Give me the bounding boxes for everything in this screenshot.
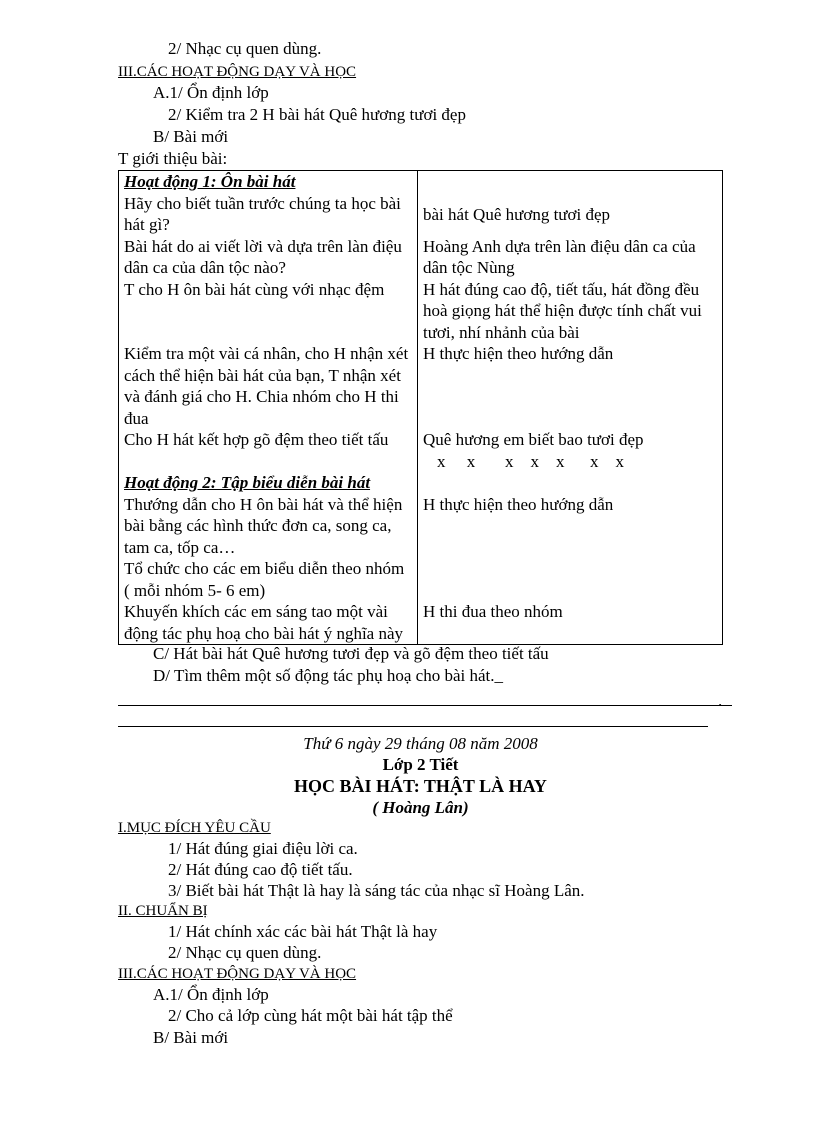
table-row <box>119 236 723 279</box>
step-d: D/ Tìm thêm một số động tác phụ hoạ cho bài hát._ <box>153 666 504 685</box>
section-heading-prep: II. CHUẨN BỊ <box>118 903 208 919</box>
step-a1-2: A.1/ Ổn định lớp <box>153 985 269 1004</box>
purpose-item: 1/ Hát đúng giai điệu lời ca. <box>168 839 358 858</box>
table-row <box>119 343 723 429</box>
song-phrase: Quê hương em biết bao tươi đẹp <box>423 430 644 449</box>
table-cell <box>418 472 723 494</box>
table-cell <box>418 429 723 472</box>
prep-item: 1/ Hát chính xác các bài hát Thật là hay <box>168 922 438 941</box>
section-heading-purpose: I.MỤC ĐÍCH YÊU CẦU <box>118 820 271 836</box>
table-row <box>119 558 723 601</box>
lesson-title: HỌC BÀI HÁT: THẬT LÀ HAY <box>294 776 547 796</box>
activity-1-heading: Hoạt động 1: Ôn bài hát <box>124 172 296 191</box>
intro-line: T giới thiệu bài: <box>118 149 228 168</box>
table-cell: Kiểm tra một vài cá nhân, cho H nhận xét cách thể hiện bài hát của bạn, T nhận xét và đánh giá cho H. Chia nhóm cho H thi đua <box>119 343 418 429</box>
table-cell: Hoàng Anh dựa trên làn điệu dân ca của dân tộc Nùng <box>418 236 723 279</box>
table-cell: H thực hiện theo hướng dẫn <box>418 343 723 429</box>
table-cell: Tổ chức cho các em biểu diễn theo nhóm ( mỗi nhóm 5- 6 em) <box>119 558 418 601</box>
rhythm-marks: x x x x x x x <box>437 451 624 471</box>
table-row <box>119 429 723 472</box>
table-row <box>119 171 723 193</box>
step-b: B/ Bài mới <box>153 127 229 146</box>
section-heading-activities: III.CÁC HOẠT ĐỘNG DẠY VÀ HỌC <box>118 64 357 80</box>
lesson-grade: Lớp 2 Tiết <box>382 755 459 774</box>
purpose-item: 2/ Hát đúng cao độ tiết tấu. <box>168 860 353 879</box>
table-cell <box>418 171 723 193</box>
table-cell: H hát đúng cao độ, tiết tấu, hát đồng đều hoà giọng hát thể hiện được tính chất vui tươi, nhí nhảnh của bài <box>418 279 723 344</box>
table-cell <box>119 171 418 193</box>
table-row <box>119 494 723 559</box>
divider-line <box>118 705 732 706</box>
table-cell: bài hát Quê hương tươi đẹp <box>418 193 723 236</box>
step-c: C/ Hát bài hát Quê hương tươi đẹp và gõ đệm theo tiết tấu <box>153 644 549 663</box>
lesson-date: Thứ 6 ngày 29 tháng 08 năm 2008 <box>303 734 538 753</box>
activity-2-heading: Hoạt động 2: Tập biểu diễn bài hát <box>124 473 371 492</box>
table-cell: Bài hát do ai viết lời và dựa trên làn điệu dân ca của dân tộc nào? <box>119 236 418 279</box>
step-b-2: B/ Bài mới <box>153 1028 229 1047</box>
step-a2-2: 2/ Cho cả lớp cùng hát một bài hát tập thể <box>168 1006 453 1025</box>
instrument-line: 2/ Nhạc cụ quen dùng. <box>168 39 322 58</box>
step-a2: 2/ Kiểm tra 2 H bài hát Quê hương tươi đẹp <box>168 105 466 124</box>
table-row <box>119 279 723 344</box>
table-cell <box>418 558 723 601</box>
table-cell: Hãy cho biết tuần trước chúng ta học bài hát gì? <box>119 193 418 236</box>
table-cell: Cho H hát kết hợp gõ đệm theo tiết tấu <box>119 429 418 472</box>
table-cell: Khuyến khích các em sáng tao một vài động tác phụ hoạ cho bài hát ý nghĩa này <box>119 601 418 645</box>
divider-line <box>118 726 708 727</box>
table-cell: Thướng dẫn cho H ôn bài hát và thể hiện bài bằng các hình thức đơn ca, song ca, tam ca, tốp ca… <box>119 494 418 559</box>
lesson-author: ( Hoàng Lân) <box>372 798 469 817</box>
step-a1: A.1/ Ổn định lớp <box>153 83 269 102</box>
table-row <box>119 472 723 494</box>
table-row <box>119 193 723 236</box>
table-cell <box>119 472 418 494</box>
table-cell: H thực hiện theo hướng dẫn <box>418 494 723 559</box>
dot-mark: . <box>718 691 723 710</box>
prep-item: 2/ Nhạc cụ quen dùng. <box>168 943 322 962</box>
activities-table <box>118 170 723 645</box>
purpose-item: 3/ Biết bài hát Thật là hay là sáng tác của nhạc sĩ Hoàng Lân. <box>168 881 585 900</box>
section-heading-activities-2: III.CÁC HOẠT ĐỘNG DẠY VÀ HỌC <box>118 966 357 982</box>
table-row <box>119 601 723 645</box>
table-cell: T cho H ôn bài hát cùng với nhạc đệm <box>119 279 418 344</box>
table-cell: H thi đua theo nhóm <box>418 601 723 645</box>
